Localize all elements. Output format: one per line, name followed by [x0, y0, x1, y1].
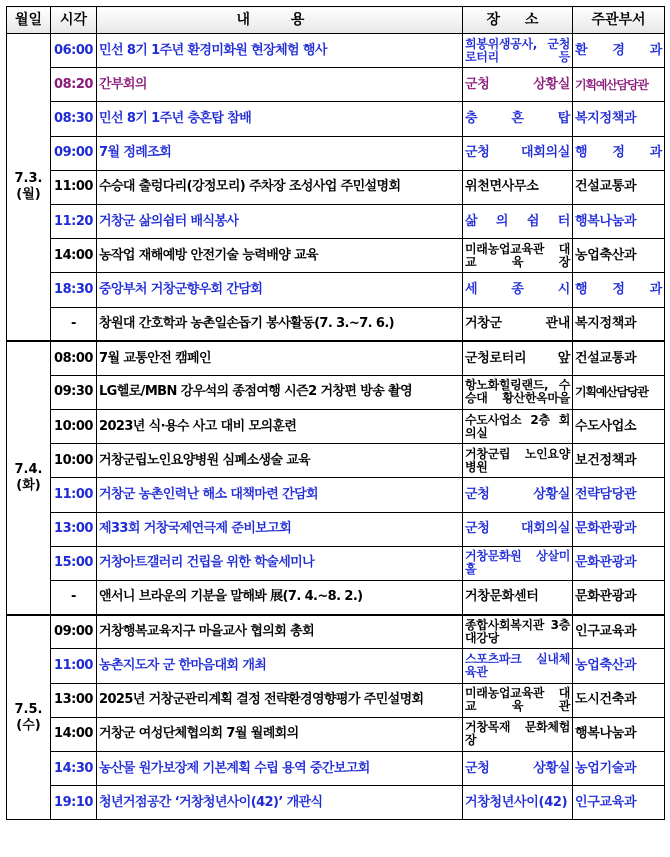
place-cell: 희봉위생공사, 군청로터리 등	[463, 34, 573, 68]
place-cell: 미래농업교육관 대 교 육 관	[463, 683, 573, 717]
place-cell: 삶 의 쉼 터	[463, 204, 573, 238]
time-cell: 11:20	[51, 204, 97, 238]
time-cell: 15:00	[51, 546, 97, 580]
place-cell: 충 혼 탑	[463, 102, 573, 136]
content-cell: 거창군 삶의쉼터 배식봉사	[97, 204, 463, 238]
table-row	[7, 683, 665, 717]
content-cell: 앤서니 브라운의 기분을 말해봐 展(7. 4.~8. 2.)	[97, 581, 463, 615]
table-row	[7, 102, 665, 136]
dept-cell: 도시건축과	[573, 683, 665, 717]
header-time: 시각	[51, 7, 97, 34]
date-label: 7.4.	[14, 461, 43, 477]
table-row	[7, 512, 665, 546]
place-cell: 거창목재 문화체험장	[463, 717, 573, 751]
dept-cell: 행 정 과	[573, 136, 665, 170]
schedule-table-wrapper	[6, 6, 664, 820]
table-row	[7, 546, 665, 580]
date-label: 7.5.	[14, 701, 43, 717]
content-cell: 거창행복교육지구 마을교사 협의회 총회	[97, 615, 463, 649]
place-cell: 수도사업소 2층 회의실	[463, 410, 573, 444]
content-cell: 거창군립노인요양병원 심폐소생술 교육	[97, 444, 463, 478]
content-cell: 농촌지도자 군 한마음대회 개최	[97, 649, 463, 683]
dept-cell: 행복나눔과	[573, 204, 665, 238]
table-row	[7, 341, 665, 375]
table-row	[7, 649, 665, 683]
dept-cell: 전략담당관	[573, 478, 665, 512]
dept-cell: 농업기술과	[573, 751, 665, 785]
table-row	[7, 239, 665, 273]
table-row	[7, 478, 665, 512]
dept-cell: 복지정책과	[573, 102, 665, 136]
table-row	[7, 581, 665, 615]
time-cell: 08:20	[51, 68, 97, 102]
time-cell: 11:00	[51, 649, 97, 683]
place-cell: 거창군 관내	[463, 307, 573, 341]
schedule-body	[7, 34, 665, 820]
time-cell: -	[51, 307, 97, 341]
dept-cell: 인구교육과	[573, 786, 665, 820]
place-cell: 군청로터리 앞	[463, 341, 573, 375]
dept-cell: 농업축산과	[573, 239, 665, 273]
date-label: 7.3.	[14, 171, 43, 187]
time-cell: 09:30	[51, 375, 97, 409]
time-cell: 18:30	[51, 273, 97, 307]
header-dept: 주관부서	[573, 7, 665, 34]
header-content: 내 용	[97, 7, 463, 34]
content-cell: 민선 8기 1주년 충혼탑 참배	[97, 102, 463, 136]
day-label: (화)	[16, 477, 41, 493]
content-cell: 수승대 출렁다리(강정모리) 주차장 조성사업 주민설명회	[97, 170, 463, 204]
header-row	[7, 7, 665, 34]
content-cell: 제33회 거창국제연극제 준비보고회	[97, 512, 463, 546]
day-label: (월)	[16, 187, 41, 203]
content-cell: 거창군 여성단체협의회 7월 월례회의	[97, 717, 463, 751]
place-cell: 스포츠파크 실내체육관	[463, 649, 573, 683]
dept-cell: 행 정 과	[573, 273, 665, 307]
header-month-day: 월일	[7, 7, 51, 34]
place-cell: 세 종 시	[463, 273, 573, 307]
content-cell: 농작업 재해예방 안전기술 능력배양 교육	[97, 239, 463, 273]
time-cell: 11:00	[51, 170, 97, 204]
place-cell: 미래농업교육관 대 교 육 장	[463, 239, 573, 273]
date-cell	[7, 615, 51, 820]
content-cell: 창원대 간호학과 농촌일손돕기 봉사활동(7. 3.~7. 6.)	[97, 307, 463, 341]
table-row	[7, 410, 665, 444]
dept-cell: 문화관광과	[573, 581, 665, 615]
time-cell: 14:00	[51, 717, 97, 751]
table-row	[7, 717, 665, 751]
dept-cell: 기획예산담당관	[573, 375, 665, 409]
dept-cell: 행복나눔과	[573, 717, 665, 751]
content-cell: 간부회의	[97, 68, 463, 102]
place-cell: 군청 상황실	[463, 68, 573, 102]
place-cell: 거창문화센터	[463, 581, 573, 615]
place-cell: 군청 대회의실	[463, 136, 573, 170]
table-row	[7, 444, 665, 478]
table-row	[7, 375, 665, 409]
content-cell: 거창군 농촌인력난 해소 대책마련 간담회	[97, 478, 463, 512]
table-row	[7, 34, 665, 68]
time-cell: 14:00	[51, 239, 97, 273]
content-cell: 2023년 식·용수 사고 대비 모의훈련	[97, 410, 463, 444]
table-row	[7, 204, 665, 238]
content-cell: 청년거점공간 ‘거창청년사이(42)’ 개관식	[97, 786, 463, 820]
content-cell: 7월 정례조회	[97, 136, 463, 170]
dept-cell: 건설교통과	[573, 341, 665, 375]
place-cell: 군청 대회의실	[463, 512, 573, 546]
place-cell: 거창문화원 상살미홀	[463, 546, 573, 580]
date-cell	[7, 341, 51, 615]
dept-cell: 인구교육과	[573, 615, 665, 649]
place-cell: 군청 상황실	[463, 478, 573, 512]
dept-cell: 농업축산과	[573, 649, 665, 683]
table-row	[7, 136, 665, 170]
content-cell: 농산물 원가보장제 기본계획 수립 용역 중간보고회	[97, 751, 463, 785]
dept-cell: 건설교통과	[573, 170, 665, 204]
time-cell: 08:30	[51, 102, 97, 136]
time-cell: -	[51, 581, 97, 615]
dept-cell: 기획예산담당관	[573, 68, 665, 102]
content-cell: 거창아트갤러리 건립을 위한 학술세미나	[97, 546, 463, 580]
table-row	[7, 751, 665, 785]
table-row	[7, 170, 665, 204]
date-cell	[7, 34, 51, 342]
table-row	[7, 68, 665, 102]
dept-cell: 수도사업소	[573, 410, 665, 444]
time-cell: 11:00	[51, 478, 97, 512]
place-cell: 종합사회복지관 3층 대강당	[463, 615, 573, 649]
time-cell: 13:00	[51, 683, 97, 717]
time-cell: 06:00	[51, 34, 97, 68]
content-cell: 2025년 거창군관리계획 결정 전략환경영향평가 주민설명회	[97, 683, 463, 717]
place-cell: 군청 상황실	[463, 751, 573, 785]
time-cell: 14:30	[51, 751, 97, 785]
content-cell: 중앙부처 거창군향우회 간담회	[97, 273, 463, 307]
table-row	[7, 273, 665, 307]
time-cell: 10:00	[51, 410, 97, 444]
dept-cell: 환 경 과	[573, 34, 665, 68]
time-cell: 09:00	[51, 615, 97, 649]
dept-cell: 보건정책과	[573, 444, 665, 478]
place-cell: 거창청년사이(42)	[463, 786, 573, 820]
dept-cell: 문화관광과	[573, 512, 665, 546]
place-cell: 거창군립 노인요양병원	[463, 444, 573, 478]
content-cell: LG헬로/MBN 강우석의 종점여행 시즌2 거창편 방송 촬영	[97, 375, 463, 409]
table-row	[7, 307, 665, 341]
schedule-table	[6, 6, 665, 820]
time-cell: 09:00	[51, 136, 97, 170]
header-place: 장 소	[463, 7, 573, 34]
table-row	[7, 615, 665, 649]
place-cell: 항노화힐링랜드, 수승대 황산한옥마을	[463, 375, 573, 409]
content-cell: 민선 8기 1주년 환경미화원 현장체험 행사	[97, 34, 463, 68]
time-cell: 19:10	[51, 786, 97, 820]
dept-cell: 복지정책과	[573, 307, 665, 341]
time-cell: 10:00	[51, 444, 97, 478]
dept-cell: 문화관광과	[573, 546, 665, 580]
time-cell: 08:00	[51, 341, 97, 375]
day-label: (수)	[16, 717, 41, 733]
time-cell: 13:00	[51, 512, 97, 546]
table-row	[7, 786, 665, 820]
content-cell: 7월 교통안전 캠페인	[97, 341, 463, 375]
place-cell: 위천면사무소	[463, 170, 573, 204]
